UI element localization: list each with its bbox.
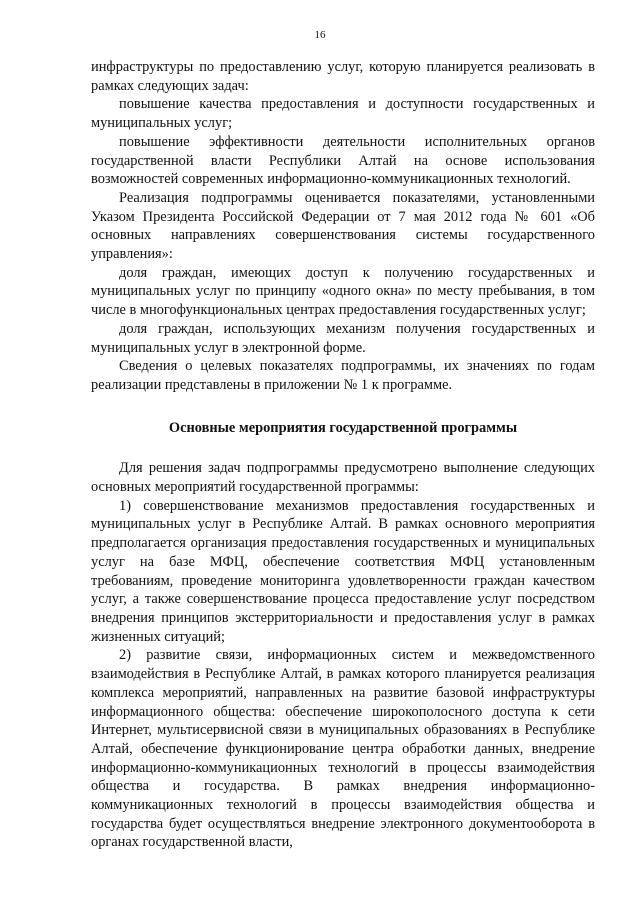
text-block-before-heading bbox=[91, 58, 595, 395]
paragraph: доля граждан, использующих механизм получения государственных и муниципальных услуг в электронной форме. bbox=[91, 320, 595, 356]
paragraph: повышение эффективности деятельности исполнительных органов государственной власти Республики Алтай на основе использования возможностей современных информационно-коммуникационных технологий. bbox=[91, 133, 595, 188]
paragraph: доля граждан, имеющих доступ к получению государственных и муниципальных услуг по принципу «одного окна» по месту пребывания, в том числе в многофункциональных центрах предоставления государственных услуг; bbox=[91, 264, 595, 319]
paragraph: 2) развитие связи, информационных систем и межведомственного взаимодействия в Республике Алтай, в рамках которого планируется реализация комплекса мероприятий, направленных на развитие базовой инфраструктуры информационного общества: обеспечение широкополосного доступа к сети Интернет, мультисервисной связи в муниципальных образованиях в Республике Алтай, обеспечение функционирование центра обработки данных, внедрение информационно-коммуникационных технологий в процессы взаимодействия общества и государства. В рамках внедрения информационно-коммуникационных технологий в процессы взаимодействия общества и государства будет осуществляться внедрение электронного документооборота в органах государственной власти, bbox=[91, 647, 595, 851]
paragraph: Сведения о целевых показателях подпрограммы, их значениях по годам реализации представлены в приложении № 1 к программе. bbox=[91, 358, 595, 393]
page-number: 16 bbox=[314, 29, 326, 41]
paragraph: Для решения задач подпрограммы предусмотрено выполнение следующих основных мероприятий государственной программы: bbox=[91, 460, 595, 496]
paragraph: Реализация подпрограммы оценивается показателями, установленными Указом Президента Российской Федерации от 7 мая 2012 года № 601 «Об основных направлениях совершенствования системы государственного управления»: bbox=[91, 189, 595, 263]
paragraph: повышение качества предоставления и доступности государственных и муниципальных услуг; bbox=[91, 96, 595, 132]
paragraph: 1) совершенствование механизмов предоставления государственных и муниципальных услуг в Республике Алтай. В рамках основного мероприятия предполагается организация предоставления государственных и муниципальных услуг на базе МФЦ, обеспечение соответствия МФЦ установленным требованиям, проведение мониторинга удовлетворенности граждан качеством услуг, а также совершенствование процесса предоставление услуг посредством внедрения принципов экстерриториальности и предоставления услуг в рамках жизненных ситуаций; bbox=[91, 497, 595, 645]
text-block-after-heading bbox=[91, 459, 595, 852]
section-heading: Основные мероприятия государственной программы bbox=[168, 419, 518, 436]
paragraph: инфраструктуры по предоставлению услуг, которую планируется реализовать в рамках следующих задач: bbox=[91, 59, 595, 94]
page-content bbox=[91, 58, 595, 852]
